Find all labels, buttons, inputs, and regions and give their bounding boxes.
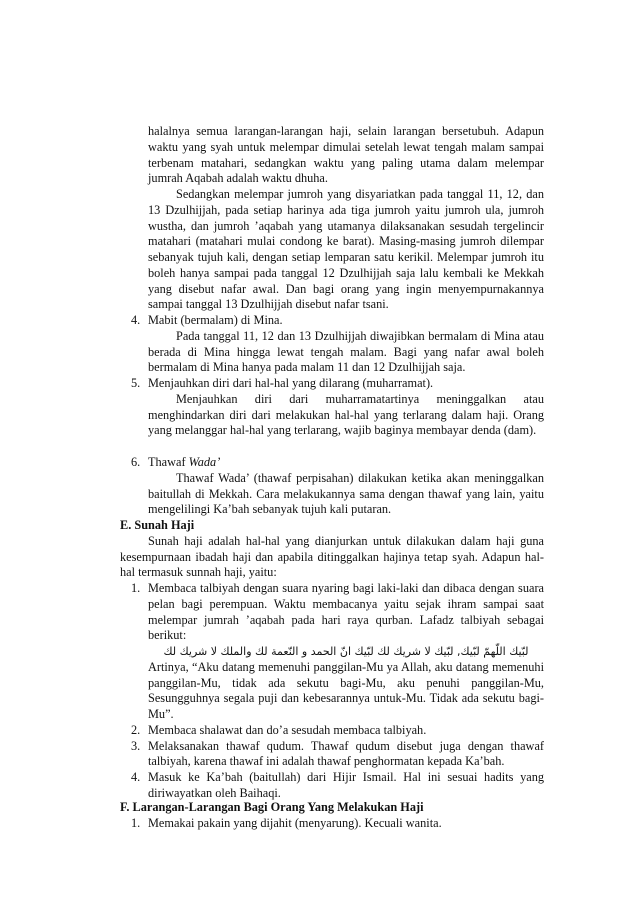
jumrah-continuation [0, 124, 638, 313]
item-number: 3. [131, 738, 141, 753]
item-text: Membaca talbiyah dengan suara nyaring bagi laki-laki dan dibaca dengan suara pelan bagi perempuan. Waktu membacanya yaitu sejak ihram sampai saat melempar jumrah ’aqabah pada hari raya qurban. Lafadz talbiyah sebagai berikut: [148, 581, 544, 643]
item-body: Menjauhkan diri dari muharramatartinya meninggalkan atau menghindarkan diri dari melakukan hal-hal yang terlarang dalam haji. Orang yang melanggar hal-hal yang terlarang, wajib baginya membayar denda (dam). [148, 391, 544, 438]
talbiyah-meaning: Artinya, “Aku datang memenuhi panggilan-Mu ya Allah, aku datang memenuhi panggilan-Mu, tidak ada sekutu bagi-Mu, aku penuhi panggilan-Mu, Sesungguhnya segala puji dan kebesarannya untuk-Mu. Tidak ada sekutu bagi-Mu”. [148, 659, 544, 721]
item-number: 4. [131, 313, 141, 327]
item-text: Membaca shalawat dan do’a sesudah membaca talbiyah. [148, 722, 427, 737]
item-number: 1. [131, 815, 141, 830]
sunah-item-2 [0, 723, 638, 739]
section-e [0, 518, 638, 802]
section-heading [0, 518, 638, 534]
item-body: Pada tanggal 11, 12 dan 13 Dzulhijjah diwajibkan bermalam di Mina atau berada di Mina hingga lewat tengah malam. Bagi yang nafar awal boleh bermalam di Mina hanya pada malam 11 dan 12 Dzulhijjah saja. [148, 328, 544, 375]
wajib-item-6 [0, 455, 638, 518]
section-title: Sunah Haji [134, 518, 195, 532]
sunah-item-4 [0, 770, 638, 802]
item-text: Melaksanakan thawaf qudum. Thawaf qudum disebut juga dengan thawaf talbiyah, karena thawaf ini adalah thawaf penghormatan kepada Ka’bah. [148, 738, 544, 769]
item-number: 1. [131, 581, 141, 595]
section-label: E. [120, 518, 132, 532]
item-text: Masuk ke Ka’bah (baitullah) dari Hijir Ismail. Hal ini sesuai hadits yang diriwayatkan oleh Baihaqi. [148, 770, 544, 800]
item-title-italic: Wada’ [188, 455, 221, 469]
wajib-item-4 [0, 313, 638, 376]
item-title: Menjauhkan diri dari hal-hal yang dilarang (muharramat). [148, 376, 434, 390]
item-title: Mabit (bermalam) di Mina. [148, 313, 283, 327]
sunah-item-1 [0, 581, 638, 644]
sunah-item-3 [0, 739, 638, 771]
paragraph: halalnya semua larangan-larangan haji, selain larangan bersetubuh. Adapun waktu yang syah untuk melempar dimulai setelah lewat tengah malam sampai terbenam matahari, sedangkan waktu yang paling utama dalam melempar jumrah Aqabah adalah waktu dhuha. [148, 124, 544, 186]
item-title: Thawaf Wada’ [148, 455, 221, 469]
larangan-item-1 [0, 816, 638, 832]
item-number: 5. [131, 376, 141, 390]
section-label: F. [120, 800, 130, 814]
item-number: 6. [131, 455, 141, 469]
item-text: Memakai pakain yang dijahit (menyarung). Kecuali wanita. [148, 815, 442, 830]
item-body: Thawaf Wada’ (thawaf perpisahan) dilakukan ketika akan meninggalkan baitullah di Mekkah. Cara melakukannya sama dengan thawaf yang lain, yaitu mengelilingi Ka’bah sebanyak tujuh kali putaran. [148, 470, 544, 517]
section-title: Larangan-Larangan Bagi Orang Yang Melakukan Haji [132, 800, 424, 814]
item-number: 2. [131, 722, 141, 737]
section-heading [0, 800, 638, 816]
section-intro: Sunah haji adalah hal-hal yang dianjurkan untuk dilakukan dalam haji guna kesempurnaan ibadah haji dan apabila ditinggalkan hajinya tetap syah. Adapun hal-hal termasuk sunnah haji, yaitu: [120, 533, 544, 580]
wajib-item-5 [0, 376, 638, 439]
talbiyah-arabic: لبّيك اللّهمّ لبّيك, لبّيك لا شريك لك لبّيك انّ الحمد و النّعمة لك والملك لا شريك لك [163, 645, 529, 658]
paragraph: Sedangkan melempar jumroh yang disyariatkan pada tanggal 11, 12, dan 13 Dzulhijjah, pada setiap harinya ada tiga jumroh yaitu jumroh ula, jumroh wustha, dan jumroh ’aqabah yang utamanya dilaksanakan sesudah tergelincir matahari (matahari mulai condong ke barat). Masing-masing jumroh dilempar sebanyak tujuh kali, dengan setiap lemparan satu kerikil. Melempar jumroh itu boleh hanya sampai pada tanggal 12 Dzulhijjah saja lalu kembali ke Mekkah yang disebut nafar awal. Dan bagi orang yang ingin menyempurnakannya sampai tanggal 13 Dzulhijjah disebut nafar tsani. [148, 187, 544, 312]
section-f [0, 800, 638, 832]
item-number: 4. [131, 770, 141, 784]
